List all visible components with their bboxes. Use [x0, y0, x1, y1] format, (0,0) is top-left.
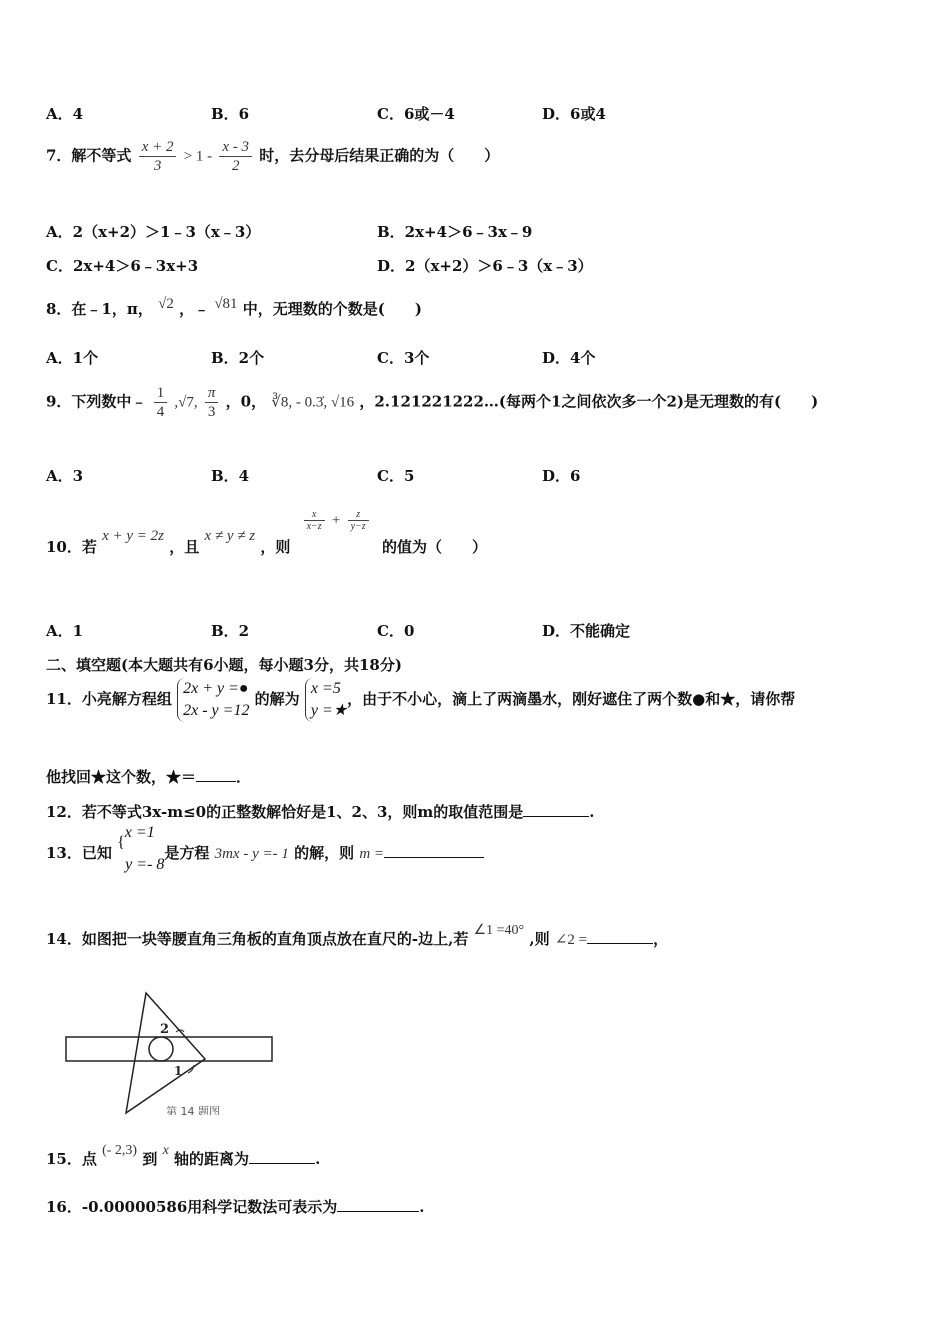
q7-option-a: A．2（x+2）＞1﹣3（x﹣3）: [46, 223, 261, 241]
q15-blank[interactable]: [249, 1149, 315, 1164]
q9-fraction-quarter: $\frac{1}{4}$: [154, 384, 168, 421]
q14-angle1: ∠1 =40°: [473, 923, 525, 938]
q15-point: (- 2,3): [102, 1143, 138, 1158]
q8-sep: ，﹣: [179, 300, 210, 318]
q14-angle2: ∠2 =: [554, 932, 588, 948]
q8-sqrt2: √2: [158, 296, 174, 312]
q13-equation: 3mx - y =- 1: [214, 846, 289, 862]
q16-blank[interactable]: [337, 1197, 419, 1212]
q10-option-c: C．0: [377, 622, 415, 640]
q11-line2-text: 他找回★这个数，★＝: [46, 768, 197, 786]
q6-option-b: B．6: [211, 105, 250, 123]
q13-s1: x =1: [124, 824, 155, 841]
angle-2-label: 2: [160, 1022, 170, 1037]
q9-prefix: 9．下列数中﹣: [46, 392, 147, 411]
question-13: [46, 824, 484, 876]
q10-plus: +: [331, 512, 341, 528]
q9-mid: ，0，: [225, 392, 267, 411]
q10-condition-1: x + y = 2z: [102, 528, 165, 544]
q8-sqrt81: √81: [214, 296, 238, 312]
q8-suffix: 中，无理数的个数是( ): [242, 300, 422, 318]
q12-end: .: [589, 803, 595, 821]
question-12: [46, 801, 595, 822]
q9-option-a: A．3: [46, 467, 84, 485]
q13-mid: 是方程: [164, 844, 210, 862]
q11-eq2: 2x - y =12: [183, 702, 250, 719]
q12-blank[interactable]: [523, 802, 589, 817]
q11-system: [177, 678, 249, 722]
q11-prefix: 11．小亮解方程组: [46, 690, 172, 708]
q11-mid: 的解为: [254, 690, 300, 708]
q6-option-c: C．6或－4: [377, 105, 455, 123]
q11-suffix: ，由于不小心，滴上了两滴墨水，刚好遮住了两个数●和★，请你帮: [347, 690, 796, 708]
q10-option-b: B．2: [211, 622, 250, 640]
question-8: [46, 298, 422, 319]
q14-blank[interactable]: [587, 929, 653, 944]
q9-expression: ∛8, - 0.3̇, √16: [271, 394, 355, 411]
q13-mid2: 的解，则: [294, 844, 355, 862]
q7-suffix: 时，去分母后结果正确的为（ ）: [259, 146, 500, 165]
q10-condition-2: x ≠ y ≠ z: [204, 528, 256, 544]
q7-fraction-1: $\frac{x + 2}{3}$: [139, 138, 177, 175]
triangle-hole: [149, 1037, 173, 1061]
q15-prefix: 15．点: [46, 1150, 97, 1168]
q14-end: ，: [653, 930, 669, 948]
q7-fraction-2: $\frac{x - 3}{2}$: [219, 138, 252, 175]
q9-suffix: ，2.121221222…(每两个1之间依次多一个2)是无理数的有( ): [359, 392, 819, 411]
q15-mid: 到: [142, 1150, 158, 1168]
q9-option-d: D．6: [542, 467, 581, 485]
q10-option-d: D．不能确定: [542, 622, 631, 640]
q9-sqrt7: ,√7,: [174, 394, 198, 411]
question-7: [46, 138, 499, 175]
q10-suffix: 的值为（ ）: [381, 538, 487, 556]
question-14: [46, 923, 669, 949]
q10-mid: ，且: [169, 538, 200, 556]
q14-prefix: 14．如图把一块等腰直角三角板的直角顶点放在直尺的-边上,若: [46, 930, 469, 948]
q6-option-d: D．6或4: [542, 105, 606, 123]
q8-option-a: A．1个: [46, 349, 99, 367]
question-9: [46, 384, 818, 421]
q13-system: {x =1 y =- 8: [117, 824, 165, 873]
q8-option-b: B．2个: [211, 349, 265, 367]
q15-suffix: 轴的距离为: [174, 1150, 250, 1168]
q16-end: .: [419, 1198, 425, 1216]
question-11-line2: [46, 766, 251, 787]
q14-mid: ,则: [529, 930, 550, 948]
q10-mid2: ，则: [260, 538, 291, 556]
q10-fraction-1: $\frac{x}{x-z}$: [304, 509, 325, 532]
q7-middle: > 1 -: [183, 148, 213, 165]
q13-variable: m =: [359, 846, 385, 862]
q7-prefix: 7．解不等式: [46, 146, 132, 165]
q9-option-c: C．5: [377, 467, 415, 485]
q11-sol2: y =★: [310, 702, 348, 719]
question-11: [46, 678, 795, 722]
q10-expression: [302, 509, 371, 532]
q11-blank[interactable]: [196, 767, 236, 782]
q7-option-d: D．2（x+2）＞6﹣3（x﹣3）: [377, 257, 593, 275]
q11-line2-end: ．: [236, 768, 252, 786]
q13-s2: y =- 8: [125, 856, 165, 873]
q15-axis: x: [162, 1143, 169, 1158]
q16-text: 16．-0.00000586用科学记数法可表示为: [46, 1198, 338, 1216]
triangle: [126, 993, 205, 1113]
q14-figure: [60, 985, 280, 1115]
q8-option-d: D．4个: [542, 349, 596, 367]
q6-option-a: A．4: [46, 105, 84, 123]
q11-eq1: 2x + y =●: [183, 680, 249, 697]
question-16: [46, 1196, 425, 1217]
section-2-heading: 二、填空题(本大题共有6小题，每小题3分，共18分): [46, 656, 402, 674]
q10-fraction-2: $\frac{z}{y-z}$: [348, 509, 369, 532]
question-15: [46, 1143, 321, 1169]
q7-option-b: B．2x+4＞6﹣3x﹣9: [377, 223, 533, 241]
q8-option-c: C．3个: [377, 349, 430, 367]
q9-option-b: B．4: [211, 467, 250, 485]
q13-prefix: 13．已知: [46, 844, 112, 862]
angle-1-label: 1: [174, 1064, 183, 1078]
q11-sol1: x =5: [310, 680, 341, 697]
figure-caption: 第 14 题图: [166, 1105, 220, 1115]
question-10: [46, 508, 487, 556]
q7-option-c: C．2x+4＞6﹣3x+3: [46, 257, 199, 275]
q13-blank[interactable]: [384, 843, 484, 858]
q10-prefix: 10．若: [46, 538, 97, 556]
q12-text: 12．若不等式3x-m≤0的正整数解恰好是1、2、3，则m的取值范围是: [46, 803, 524, 821]
q15-end: .: [315, 1150, 321, 1168]
q9-fraction-pi: $\frac{\pi}{3}$: [205, 384, 219, 421]
q8-prefix: 8．在﹣1，π，: [46, 300, 153, 318]
q11-solution: [305, 678, 347, 722]
q10-option-a: A．1: [46, 622, 84, 640]
